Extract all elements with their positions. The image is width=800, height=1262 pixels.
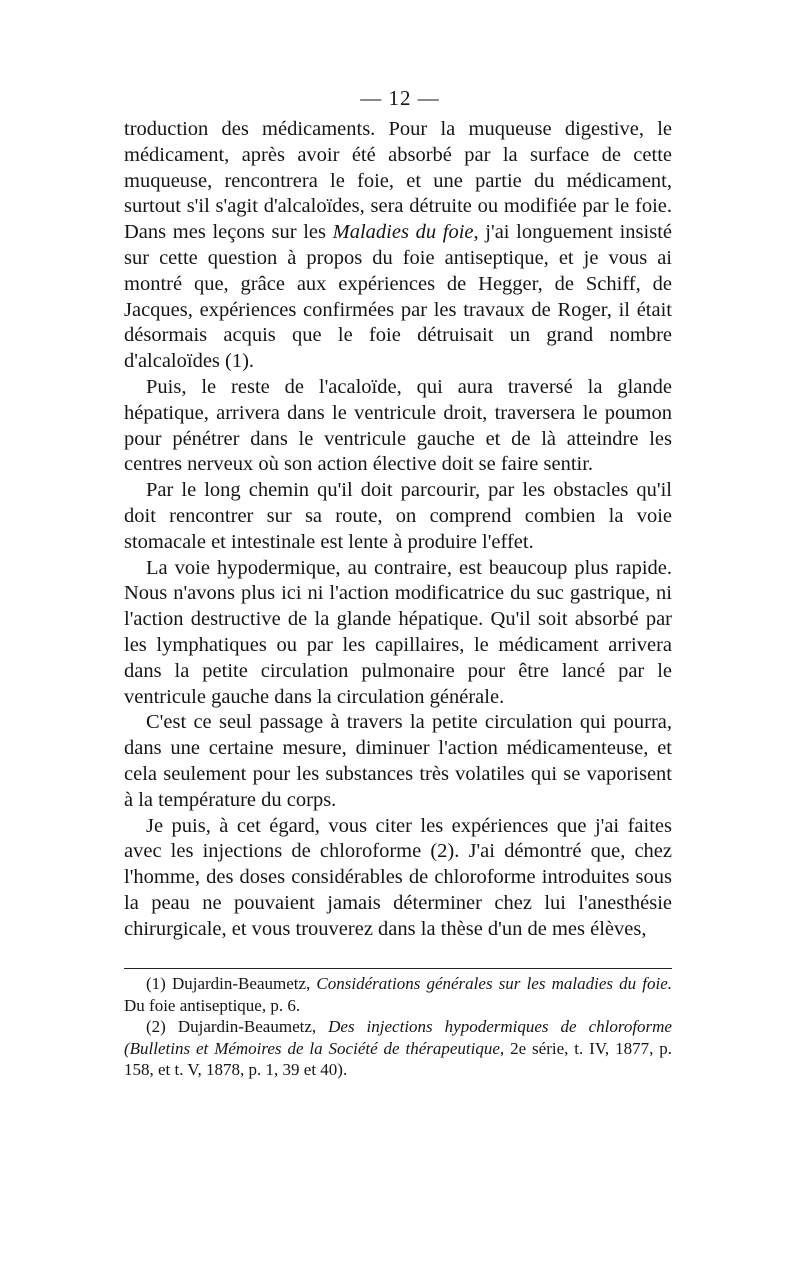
footnote-2-lead: (2) Dujardin-Beaumetz, [146, 1017, 329, 1036]
paragraph-3: Par le long chemin qu'il doit parcourir, par les obstacles qu'il doit rencontrer sur sa route, on comprend combien la voie stomacale et intestinale est lente à produire l'effet. [124, 479, 672, 553]
body-text [124, 117, 672, 943]
paragraph-1-text-after: , j'ai longuement insisté sur cette question à propos du foie antiseptique, et je vous ai montré que, grâce aux expériences de Hegger, de Schiff, de Jacques, expériences confirmées par les travaux de Roger, il était désormais acquis que le foie détruisait un grand nombre d'alcaloïdes (1). [124, 221, 672, 373]
paragraph-1 [124, 117, 672, 375]
footnote-1-tail: Du foie antiseptique, p. 6. [124, 995, 301, 1015]
paragraph-1-text-before: troduction des médicaments. Pour la muqueuse digestive, le médicament, après avoir été absorbé par la surface de cette muqueuse, rencontrera le foie, et une partie du médicament, surtout s'il s'agit d'alcaloïdes, sera détruite ou modifiée par le foie. Dans mes leçons sur les [124, 118, 672, 244]
footnote-divider [124, 968, 672, 969]
footnote-2-italic: Des injections hypodermiques de chloroforme (Bulletins et Mémoires de la Société de thérapeutique, [124, 1017, 672, 1058]
footnote-1 [124, 973, 672, 1016]
paragraph-5: C'est ce seul passage à travers la petite circulation qui pourra, dans une certaine mesure, diminuer l'action médicamenteuse, et cela seulement pour les substances très volatiles qui se vaporisent à la température du corps. [124, 711, 672, 811]
footnotes [124, 973, 672, 1081]
paragraph-6: Je puis, à cet égard, vous citer les expériences que j'ai faites avec les injections de chloroforme (2). J'ai démontré que, chez l'homme, des doses considérables de chloroforme introduites sous la peau ne pouvaient jamais déterminer chez lui l'anesthésie chirurgicale, et vous trouverez dans la thèse d'un de mes élèves, [124, 814, 672, 940]
paragraph-4: La voie hypodermique, au contraire, est beaucoup plus rapide. Nous n'avons plus ici ni l'action modificatrice du suc gastrique, ni l'action destructive de la glande hépatique. Qu'il soit absorbé par les lymphatiques ou par les capillaires, le médicament arrivera dans la petite circulation pulmonaire pour être lancé par le ventricule gauche dans la circulation générale. [124, 556, 672, 708]
footnote-2-tail: 2e série, t. IV, 1877, p. 158, et t. V, 1878, p. 1, 39 et 40). [124, 1038, 672, 1079]
paragraph-2: Puis, le reste de l'acaloïde, qui aura traversé la glande hépatique, arrivera dans le ventricule droit, traversera le poumon pour pénétrer dans le ventricule gauche et de là atteindre les centres nerveux où son action élective doit se faire sentir. [124, 375, 672, 476]
footnote-1-italic: Considérations générales sur les maladies du foie. [316, 974, 672, 993]
paragraph-1-italic-title: Maladies du foie [332, 221, 474, 244]
footnote-2 [124, 1016, 672, 1081]
page-number: — 12 — [360, 86, 440, 110]
footnote-1-lead: (1) Dujardin-Beaumetz, [146, 974, 317, 993]
